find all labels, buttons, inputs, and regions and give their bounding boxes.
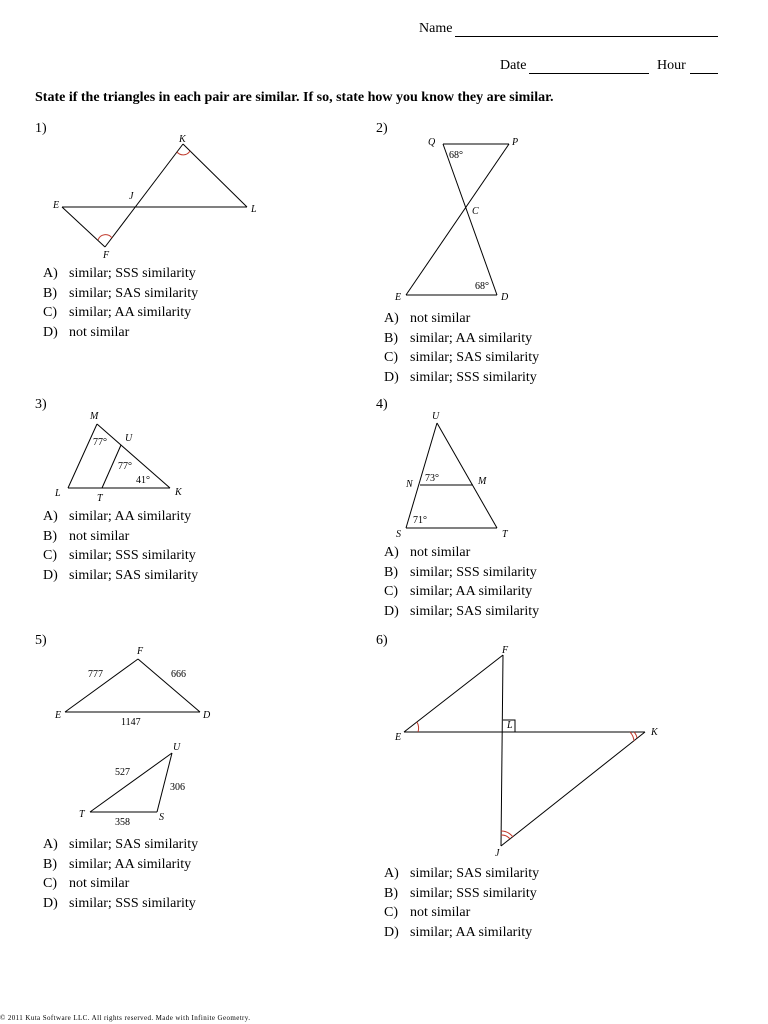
angle-mark-j-inner	[501, 835, 510, 839]
side-label-ts: 358	[115, 817, 130, 828]
choice-c[interactable]	[376, 348, 539, 368]
choice-text: similar; SAS similarity	[69, 285, 199, 301]
choice-d[interactable]	[35, 323, 198, 343]
choice-letter: A)	[43, 509, 58, 524]
choice-letter: C)	[43, 305, 57, 321]
problem-5-choices	[35, 835, 198, 913]
choice-text: similar; SAS similarity	[69, 567, 199, 583]
vertex-label-t: T	[79, 809, 85, 820]
vertex-label-k: K	[651, 727, 658, 738]
problem-5-number: 5)	[35, 633, 47, 648]
choice-d[interactable]	[35, 566, 198, 586]
vertex-label-e: E	[53, 200, 60, 211]
choice-d[interactable]	[376, 923, 539, 943]
choice-a[interactable]	[35, 507, 198, 527]
choice-c[interactable]	[376, 582, 539, 602]
vertex-label-c: C	[472, 206, 479, 217]
choice-b[interactable]	[376, 884, 539, 904]
vertex-label-k: K	[179, 134, 186, 145]
choice-letter: C)	[43, 548, 57, 564]
angle-mark-k-outer	[630, 732, 634, 741]
name-label: Name	[419, 21, 453, 36]
choice-letter: D)	[43, 895, 58, 911]
choice-text: similar; SSS similarity	[410, 564, 537, 580]
vertex-label-m: M	[478, 476, 487, 487]
side-label-tu: 527	[115, 767, 130, 778]
name-field[interactable]	[455, 36, 718, 37]
vertex-label-q: Q	[428, 137, 436, 148]
choice-letter: B)	[43, 856, 57, 872]
choice-letter: D)	[384, 603, 399, 619]
choice-text: similar; SSS similarity	[69, 266, 196, 281]
vertex-label-m: M	[90, 411, 99, 422]
angle-mark-j-outer	[501, 831, 513, 837]
choice-letter: A)	[384, 866, 399, 881]
vertex-label-l: L	[507, 720, 513, 731]
choice-text: not similar	[69, 876, 130, 892]
vertex-label-d: D	[203, 710, 211, 721]
choice-text: similar; SSS similarity	[69, 548, 196, 564]
vertex-label-j: J	[495, 848, 500, 859]
problem-1-choices	[35, 264, 198, 342]
choice-letter: A)	[384, 311, 399, 326]
angle-mark-f	[98, 235, 112, 240]
side-label-us: 306	[170, 782, 185, 793]
choice-text: not similar	[410, 905, 471, 921]
choice-text: similar; AA similarity	[69, 856, 192, 872]
choice-text: similar; SSS similarity	[69, 895, 196, 911]
choice-text: similar; SSS similarity	[410, 885, 537, 901]
choice-text: not similar	[410, 311, 471, 326]
choice-letter: D)	[43, 567, 58, 583]
choice-text: not similar	[69, 528, 130, 544]
choice-text: similar; SSS similarity	[410, 369, 537, 385]
date-label: Date	[500, 58, 527, 73]
choice-b[interactable]	[35, 855, 198, 875]
vertex-label-d: D	[501, 292, 509, 303]
choice-text: not similar	[69, 324, 130, 340]
choice-letter: D)	[384, 369, 399, 385]
vertex-label-k: K	[175, 487, 182, 498]
choice-b[interactable]	[35, 527, 198, 547]
problem-3-choices	[35, 507, 198, 585]
problem-4-number: 4)	[376, 397, 388, 412]
choice-letter: B)	[384, 330, 398, 346]
side-label-ed: 1147	[121, 717, 141, 728]
choice-text: similar; AA similarity	[410, 924, 533, 940]
hour-field[interactable]	[690, 73, 718, 74]
vertex-label-u: U	[432, 411, 440, 422]
choice-text: similar; AA similarity	[69, 305, 192, 321]
choice-letter: A)	[43, 266, 58, 281]
choice-c[interactable]	[35, 303, 198, 323]
choice-text: similar; SAS similarity	[410, 603, 540, 619]
angle-label-q: 68°	[449, 150, 463, 161]
side-label-fd: 666	[171, 669, 186, 680]
angle-label-u: 77°	[118, 461, 132, 472]
problem-2-choices	[376, 309, 539, 387]
vertex-label-f: F	[502, 645, 509, 656]
problem-4-choices	[376, 543, 539, 621]
choice-text: similar; AA similarity	[410, 330, 533, 346]
choice-letter: B)	[43, 285, 57, 301]
vertex-label-u: U	[173, 742, 181, 753]
choice-letter: B)	[43, 528, 57, 544]
date-field[interactable]	[529, 73, 649, 74]
choice-d[interactable]	[376, 602, 539, 622]
angle-label-m: 77°	[93, 437, 107, 448]
choice-letter: A)	[384, 545, 399, 560]
problem-6-number: 6)	[376, 633, 388, 648]
choice-d[interactable]	[35, 894, 198, 914]
choice-letter: A)	[43, 837, 58, 852]
choice-letter: D)	[43, 324, 58, 340]
choice-a[interactable]	[376, 864, 539, 884]
choice-text: similar; SAS similarity	[69, 837, 199, 852]
choice-a[interactable]	[376, 309, 539, 329]
side-label-ef: 777	[88, 669, 103, 680]
choice-a[interactable]	[35, 835, 198, 855]
instructions: State if the triangles in each pair are similar. If so, state how you know they are similar.	[35, 90, 554, 105]
copyright-footer: © 2011 Kuta Software LLC. All rights reserved. Made with Infinite Geometry.	[0, 1014, 251, 1022]
choice-b[interactable]	[376, 329, 539, 349]
vertex-label-t: T	[97, 493, 103, 504]
vertex-label-u: U	[125, 433, 133, 444]
choice-a[interactable]	[35, 264, 198, 284]
choice-text: not similar	[410, 545, 471, 560]
vertex-label-e: E	[395, 292, 402, 303]
choice-letter: C)	[384, 905, 398, 921]
vertex-label-e: E	[395, 732, 402, 743]
choice-text: similar; AA similarity	[69, 509, 192, 524]
choice-letter: D)	[384, 924, 399, 940]
vertex-label-s: S	[159, 812, 164, 823]
choice-c[interactable]	[35, 546, 198, 566]
vertex-label-j: J	[129, 191, 134, 202]
vertex-label-e: E	[55, 710, 62, 721]
vertex-label-f: F	[103, 250, 110, 261]
angle-label-s: 71°	[413, 515, 427, 526]
choice-c[interactable]	[35, 874, 198, 894]
choice-a[interactable]	[376, 543, 539, 563]
choice-text: similar; SAS similarity	[410, 350, 540, 366]
choice-text: similar; AA similarity	[410, 584, 533, 600]
choice-letter: C)	[384, 350, 398, 366]
angle-label-k: 41°	[136, 475, 150, 486]
choice-c[interactable]	[376, 903, 539, 923]
choice-b[interactable]	[376, 563, 539, 583]
vertex-label-l: L	[55, 488, 61, 499]
vertex-label-l: L	[251, 204, 257, 215]
problem-3-number: 3)	[35, 397, 47, 412]
problem-2-number: 2)	[376, 121, 388, 136]
choice-letter: B)	[384, 885, 398, 901]
choice-letter: B)	[384, 564, 398, 580]
problem-6-choices	[376, 864, 539, 942]
choice-letter: C)	[384, 584, 398, 600]
angle-label-d: 68°	[475, 281, 489, 292]
vertex-label-t: T	[502, 529, 508, 540]
vertex-label-s: S	[396, 529, 401, 540]
vertex-label-f: F	[137, 646, 144, 657]
choice-text: similar; SAS similarity	[410, 866, 540, 881]
choice-b[interactable]	[35, 284, 198, 304]
hour-label: Hour	[657, 58, 686, 73]
angle-mark-k	[177, 151, 190, 155]
choice-d[interactable]	[376, 368, 539, 388]
choice-letter: C)	[43, 876, 57, 892]
vertex-label-p: P	[512, 137, 519, 148]
angle-mark-e	[417, 722, 419, 732]
angle-label-n: 73°	[425, 473, 439, 484]
problem-1-number: 1)	[35, 121, 47, 136]
vertex-label-n: N	[406, 479, 413, 490]
angle-mark-k-inner	[634, 732, 637, 738]
